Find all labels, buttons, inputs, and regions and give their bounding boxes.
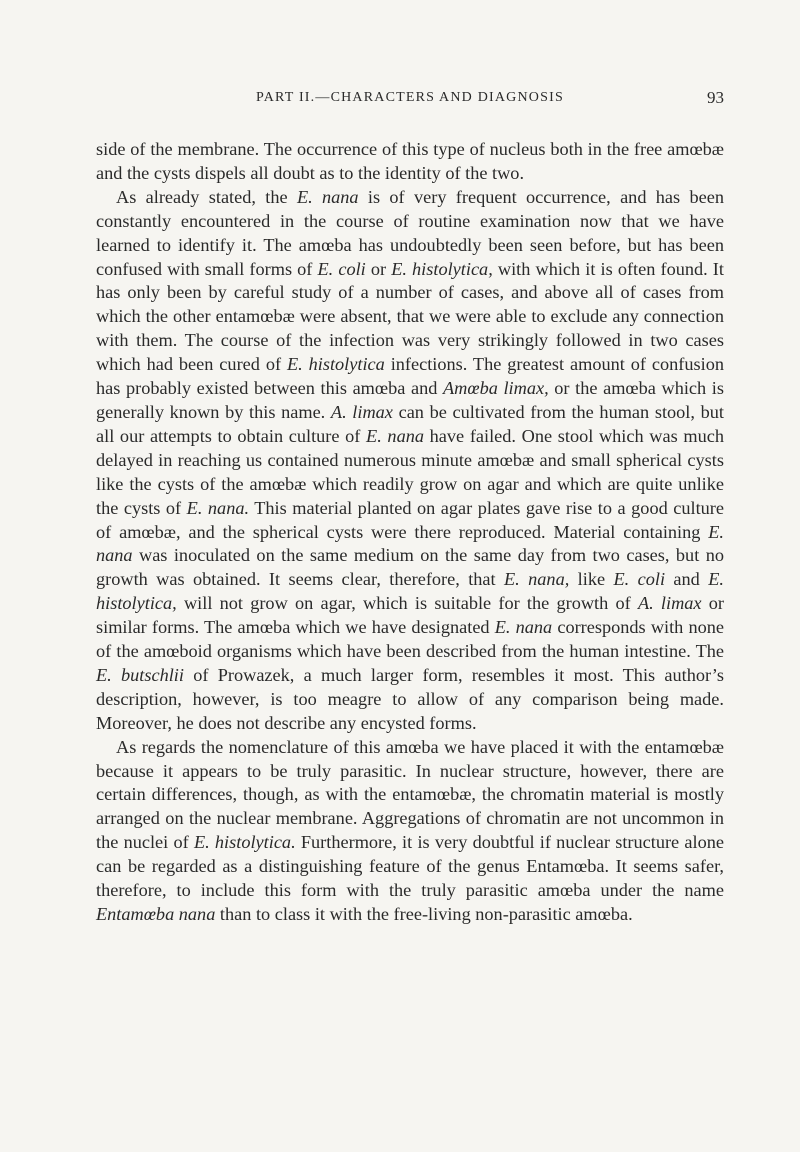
italic-term: E. nana <box>96 521 724 566</box>
italic-term: E. coli <box>613 569 666 590</box>
paragraph-1 <box>96 138 724 186</box>
italic-term: E. histolytica. <box>193 832 296 853</box>
text-run: side of the membrane. The occurrence of this type of nucleus both in the free amœbæ and the cysts dispels all doubt as to the identity of the two. <box>96 139 724 183</box>
italic-term: E. histolytica <box>286 354 385 375</box>
text-run: of Prowazek, a much larger form, resembles it most. This author’s description, however, is too meagre to allow of any comparison being made. Moreover, he does not describe any encysted forms. <box>96 664 724 733</box>
italic-term: E. nana. <box>186 497 250 518</box>
running-head: PART II.—CHARACTERS AND DIAGNOSIS <box>256 90 564 105</box>
italic-term: E. nana <box>494 617 553 638</box>
text-run: or <box>365 258 392 279</box>
text-run: This material planted on agar plates gave rise to a good culture of amœbæ, and the spherical cysts were there reproduced. Material containing <box>96 497 724 542</box>
page-number: 93 <box>707 88 724 107</box>
text-run: was inoculated on the same medium on the same day from two cases, but no growth was obtained. It seems clear, therefore, that <box>96 545 724 590</box>
text-run: or the amœba which is generally known by this name. <box>96 378 724 422</box>
text-run: Furthermore, it is very doubtful if nuclear structure alone can be regarded as a distinguishing feature of the genus Entamœba. It seems safer, therefore, to include this form with the truly parasitic amœba under the name <box>96 832 724 901</box>
body-text <box>96 138 724 927</box>
text-run: corresponds with none of the amœboid organisms which have been described from the human intestine. The <box>96 617 724 662</box>
text-run: have failed. One stool which was much delayed in reaching us contained numerous minute amœbæ and small spherical cysts like the cysts of the amœbæ which readily grow on agar and which are quite unlike the cysts of <box>96 425 724 518</box>
italic-term: Entamœba nana <box>96 904 216 924</box>
paragraph-3 <box>96 736 724 927</box>
text-run: than to class it with the free-living non-parasitic amœba. <box>215 904 633 924</box>
italic-term: Amœba limax, <box>443 378 549 399</box>
text-run: and <box>665 569 709 590</box>
italic-term: E. nana <box>296 186 359 207</box>
text-run: infections. The greatest amount of confusion has probably existed between this amœba and <box>96 354 724 399</box>
italic-term: E. butschlii <box>96 664 184 685</box>
paragraph-2 <box>96 186 724 736</box>
italic-term: E. nana, <box>504 569 570 590</box>
text-run: will not grow on agar, which is suitable for the growth of <box>176 593 638 614</box>
italic-term: E. coli <box>317 258 366 279</box>
italic-term: E. histolytica, <box>96 569 724 614</box>
text-run: can be cultivated from the human stool, but all our attempts to obtain culture of <box>96 401 724 446</box>
italic-term: A. limax <box>637 593 702 614</box>
text-run: As regards the nomenclature of this amœba we have placed it with the entamœbæ because it appears to be truly parasitic. In nuclear structure, however, there are certain differences, though, as with the entamœbæ, the chromatin material is mostly arranged on the nuclear membrane. Aggregations of chromatin are not uncommon in the nuclei of <box>96 736 724 853</box>
text-run: is of very frequent occurrence, and has been constantly encountered in the course of routine examination now that we have learned to identify it. The amœba has undoubtedly been seen before, but has been confused with small forms of <box>96 186 724 279</box>
italic-term: E. nana <box>366 425 424 446</box>
page-header <box>96 88 724 112</box>
italic-term: E. histolytica, <box>391 258 493 279</box>
italic-term: A. limax <box>330 401 393 422</box>
text-run: with which it is often found. It has only been by careful study of a number of cases, and above all of cases from which the other entamœbæ were absent, that we were able to exclude any connection with them. The course of the infection was very strikingly followed in two cases which had been cured of <box>96 258 724 375</box>
text-run: As already stated, the <box>116 186 297 207</box>
text-run: or similar forms. The amœba which we have designated <box>96 593 724 638</box>
text-run: like <box>569 569 614 590</box>
